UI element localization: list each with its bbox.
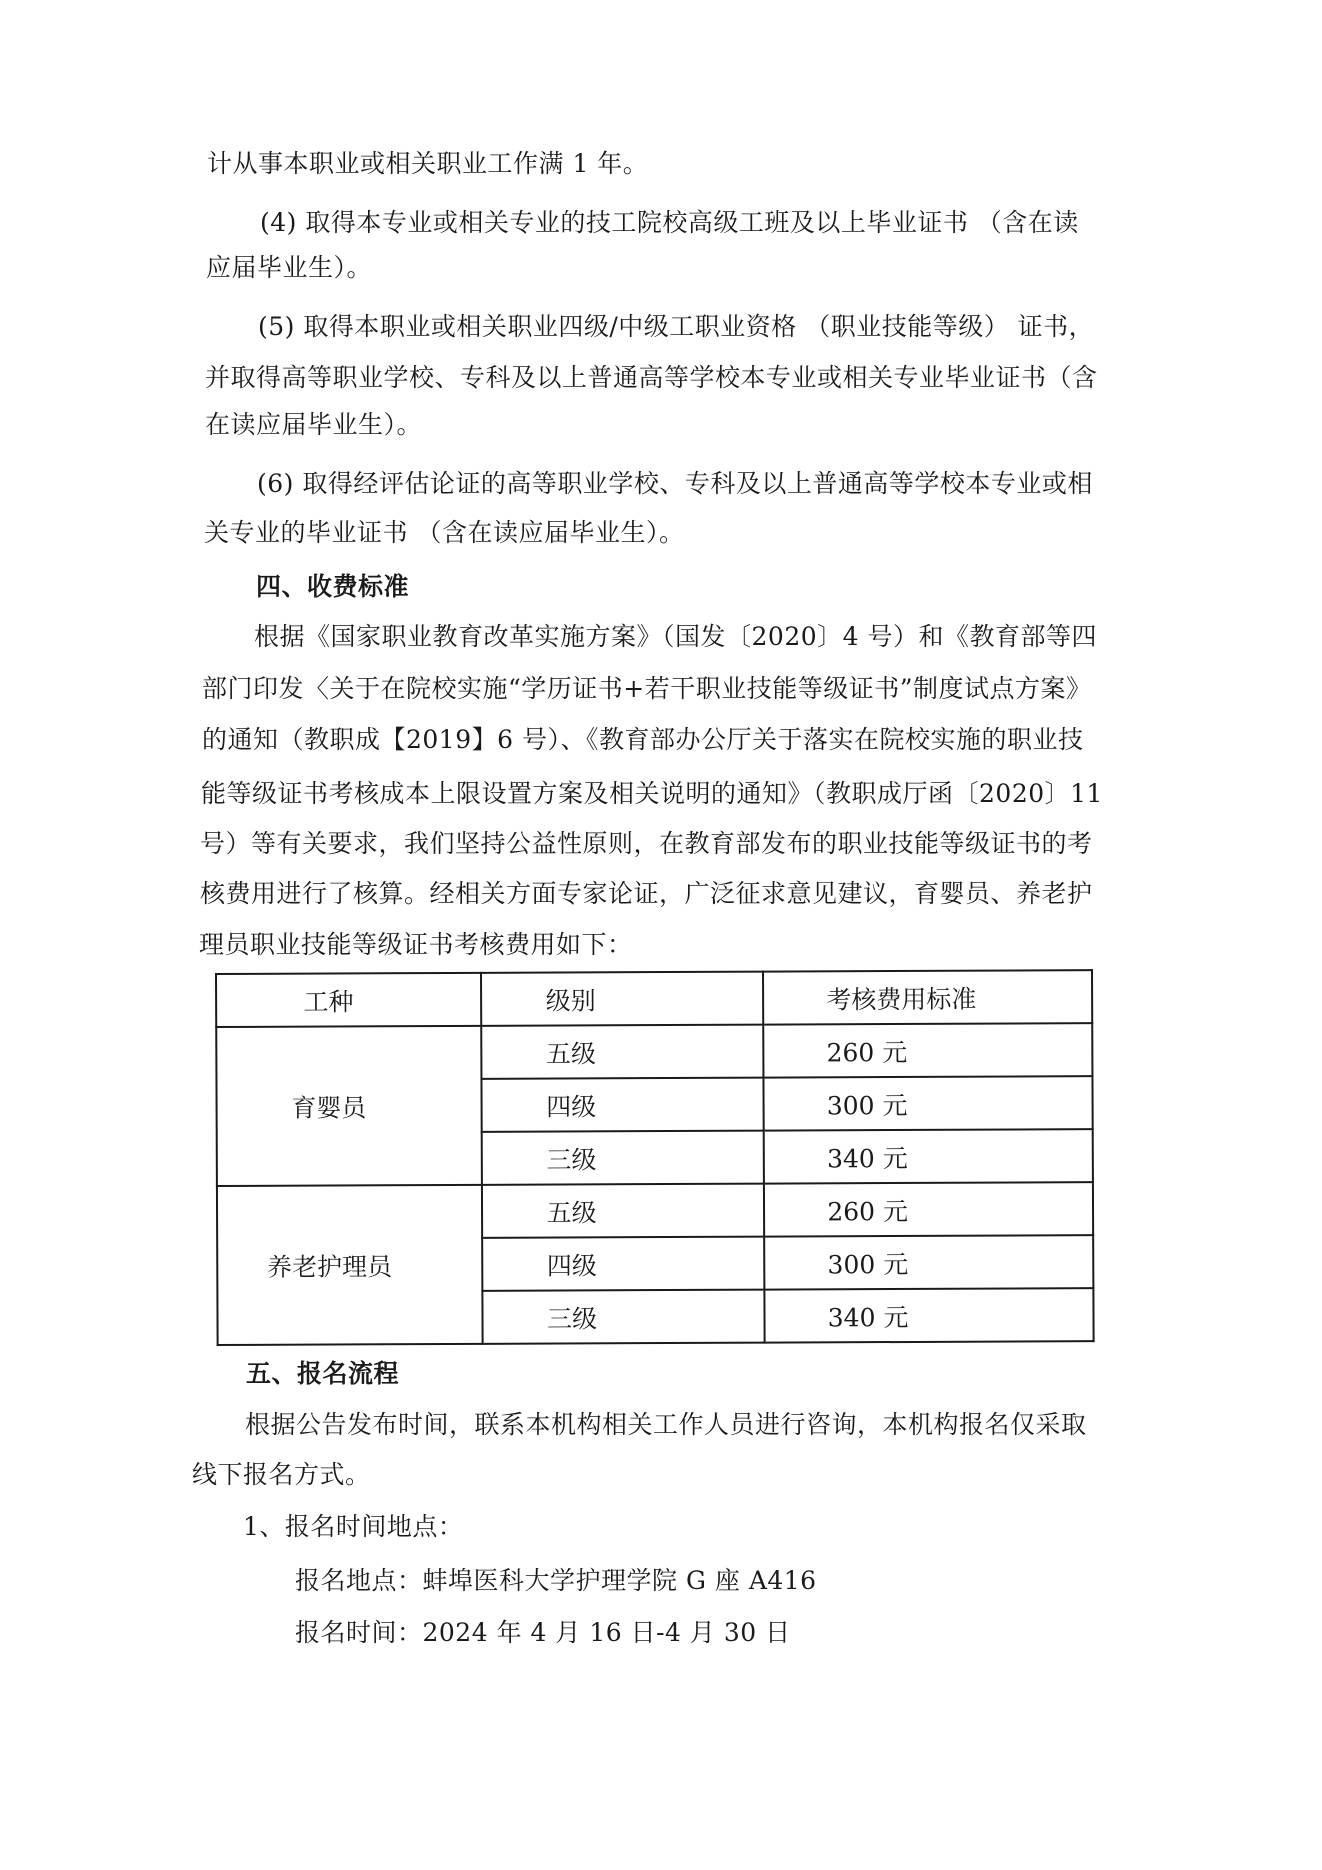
paragraph-line: (6) 取得经评估论证的高等职业学校、专科及以上普通高等学校本专业或相 [257, 469, 1093, 498]
table-row [216, 1023, 1092, 1080]
table-cell-fee: 260 元 [764, 1182, 1093, 1236]
table-cell-fee: 340 元 [765, 1288, 1094, 1342]
table-cell-level: 三级 [482, 1290, 765, 1344]
table-cell-fee: 300 元 [764, 1235, 1093, 1289]
table-cell-level: 四级 [481, 1078, 764, 1132]
paragraph-line: 在读应届毕业生）。 [205, 410, 423, 439]
table-cell-level: 五级 [482, 1184, 765, 1238]
paragraph-line: 计从事本职业或相关职业工作满 1 年。 [207, 149, 649, 178]
paragraph-line: 能等级证书考核成本上限设置方案及相关说明的通知》（教职成厅函〔2020〕11 [201, 779, 1103, 808]
table-cell-job: 养老护理员 [217, 1185, 482, 1345]
registration-location: 报名地点：蚌埠医科大学护理学院 G 座 A416 [295, 1566, 817, 1595]
table-cell-level: 五级 [481, 1025, 764, 1079]
registration-time: 报名时间：2024 年 4 月 16 日-4 月 30 日 [295, 1618, 791, 1647]
paragraph-line: (5) 取得本职业或相关职业四级/中级工职业资格 （职业技能等级） 证书， [258, 312, 1095, 341]
table-header-fee: 考核费用标准 [763, 970, 1092, 1024]
paragraph-line: 根据《国家职业教育改革实施方案》（国发〔2020〕4 号）和《教育部等四 [254, 622, 1097, 651]
paragraph-line: (4) 取得本专业或相关专业的技工院校高级工班及以上毕业证书 （含在读 [260, 208, 1079, 237]
paragraph-line: 根据公告发布时间，联系本机构相关工作人员进行咨询，本机构报名仅采取 [245, 1410, 1087, 1439]
table-cell-fee: 260 元 [763, 1023, 1092, 1077]
paragraph-line: 并取得高等职业学校、专科及以上普通高等学校本专业或相关专业毕业证书（含 [205, 363, 1098, 392]
paragraph-line: 关专业的毕业证书 （含在读应届毕业生）。 [204, 518, 685, 547]
table-cell-job: 育婴员 [216, 1026, 481, 1186]
paragraph-line: 应届毕业生）。 [206, 253, 373, 282]
paragraph-line: 理员职业技能等级证书考核费用如下： [199, 930, 633, 959]
table-row [217, 1182, 1093, 1239]
table-header-row [216, 970, 1092, 1027]
table-cell-level: 三级 [481, 1131, 764, 1185]
table-header-job: 工种 [216, 973, 481, 1027]
section-heading-fees: 四、收费标准 [256, 572, 410, 601]
list-item-registration: 1、报名时间地点： [243, 1512, 464, 1541]
paragraph-line: 号）等有关要求，我们坚持公益性原则，在教育部发布的职业技能等级证书的考 [200, 829, 1093, 858]
table-cell-fee: 340 元 [764, 1129, 1093, 1183]
fee-table [215, 969, 1095, 1346]
table-cell-fee: 300 元 [764, 1076, 1093, 1130]
table-header-level: 级别 [481, 972, 764, 1026]
section-heading-registration: 五、报名流程 [246, 1359, 400, 1388]
paragraph-line: 核费用进行了核算。经相关方面专家论证，广泛征求意见建议，育婴员、养老护 [200, 879, 1093, 908]
paragraph-line: 的通知（教职成【2019】6 号）、《教育部办公厅关于落实在院校实施的职业技 [202, 725, 1084, 754]
paragraph-line: 部门印发〈关于在院校实施“学历证书+若干职业技能等级证书”制度试点方案》 [202, 674, 1092, 703]
table-cell-level: 四级 [482, 1237, 765, 1291]
paragraph-line: 线下报名方式。 [192, 1460, 371, 1489]
